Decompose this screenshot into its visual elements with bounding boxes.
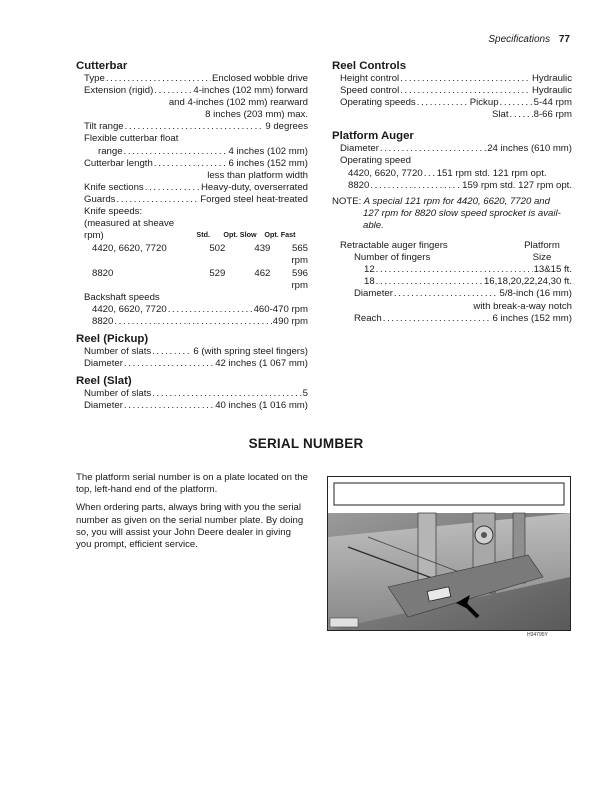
spec-row: Number of slats . . . 6 (with spring steel fingers) <box>76 346 308 358</box>
spec-label: Flexible cutterbar float <box>84 133 179 145</box>
knife-speed-row: 8820 529 462 596 rpm <box>92 267 308 291</box>
spec-label: (measured at sheave <box>84 218 175 230</box>
reel-pickup-heading: Reel (Pickup) <box>76 332 149 345</box>
knife-speed-header <box>76 231 308 239</box>
section-name: Specifications <box>488 34 551 45</box>
spec-row: 4420, 6620, 7720 . . . 151 rpm std. 121 rpm opt. <box>332 168 572 180</box>
spec-row: Type . . . Enclosed wobble drive <box>76 73 308 85</box>
spec-continuation: with break-a-way notch <box>473 300 572 312</box>
note-text: able. <box>363 219 384 231</box>
spec-row: Slat . . . 8-66 rpm <box>332 109 572 121</box>
spec-row: 18 . . . 16,18,20,22,24,30 ft. <box>332 276 572 288</box>
note <box>332 196 572 232</box>
serial-number-heading: SERIAL NUMBER <box>248 436 364 451</box>
serial-plate-photo <box>327 476 571 631</box>
spec-label: Backshaft speeds <box>84 291 160 303</box>
page-number: 77 <box>558 34 570 45</box>
serial-text <box>76 472 308 557</box>
spec-row: Extension (rigid) . . . 4-inches (102 mm) forward <box>76 85 308 97</box>
note-text: 127 rpm for 8820 slow speed sprocket is avail- <box>363 207 561 219</box>
fingers-header: Number of fingers Size <box>354 252 552 264</box>
knife-speed-row: 4420, 6620, 7720 502 439 565 rpm <box>92 243 308 267</box>
spec-row: Diameter . . . 42 inches (1 067 mm) <box>76 358 308 370</box>
spec-row: 12 . . . 13&15 ft. <box>332 264 572 276</box>
note-label: NOTE: <box>332 195 362 207</box>
spec-continuation: 8 inches (203 mm) max. <box>205 109 308 121</box>
spec-row: Cutterbar length . . . 6 inches (152 mm) <box>76 158 308 170</box>
serial-paragraph: The platform serial number is on a plate located on the top, left-hand end of the platform. <box>76 472 308 496</box>
spec-label: Operating speed <box>340 155 411 167</box>
spec-row: Knife sections . . . Heavy-duty, overserrated <box>76 182 308 194</box>
col-std: Std. <box>196 230 210 240</box>
spec-row: Speed control . . . Hydraulic <box>332 85 572 97</box>
platform-photo-illustration <box>328 477 570 630</box>
spec-continuation: less than platform width <box>207 169 308 181</box>
spec-row: 8820 . . . 159 rpm std. 127 rpm opt. <box>332 180 572 192</box>
note-text: A special 121 rpm for 4420, 6620, 7720 and <box>363 195 550 207</box>
serial-paragraph: When ordering parts, always bring with you the serial number as given on the serial number plate. By doing so, you will assist your John Deere dealer in giving you prompt, efficient service. <box>76 502 304 551</box>
col-slow: Opt. Slow <box>223 230 257 240</box>
platform-auger-heading: Platform Auger <box>332 130 414 143</box>
spec-row: Number of slats . . . 5 <box>76 388 308 400</box>
spec-row: Diameter . . . 5/8-inch (16 mm) <box>332 288 572 300</box>
spec-row: Height control . . . Hydraulic <box>332 73 572 85</box>
spec-row: range . . . 4 inches (102 mm) <box>76 146 308 158</box>
spec-row: 8820 . . . 490 rpm <box>76 316 308 328</box>
spec-label: Knife speeds: <box>84 206 143 218</box>
spec-row: Diameter . . . 24 inches (610 mm) <box>332 143 572 155</box>
left-column <box>76 59 308 412</box>
col-fast: Opt. Fast <box>264 230 296 240</box>
spec-row: Reach . . . 6 inches (152 mm) <box>332 313 572 325</box>
spec-row: 4420, 6620, 7720 . . . 460-470 rpm <box>76 304 308 316</box>
reel-controls-heading: Reel Controls <box>332 60 407 72</box>
right-column <box>332 59 572 325</box>
spec-continuation: and 4-inches (102 mm) rearward <box>168 97 308 109</box>
fingers-header: Retractable auger fingers Platform <box>340 240 560 252</box>
spec-row: Tilt range . . . 9 degrees <box>76 121 308 133</box>
photo-code: H34795Y <box>527 632 548 638</box>
reel-slat-heading: Reel (Slat) <box>76 375 132 388</box>
spec-label: rpm) <box>84 230 104 242</box>
spec-row: Operating speeds . . . Pickup . . . 5-44 rpm <box>332 97 572 109</box>
spec-row: Diameter . . . 40 inches (1 016 mm) <box>76 400 308 412</box>
cutterbar-heading: Cutterbar <box>76 60 128 72</box>
spec-row: Guards . . . Forged steel heat-treated <box>76 194 308 206</box>
page-header <box>488 34 570 45</box>
